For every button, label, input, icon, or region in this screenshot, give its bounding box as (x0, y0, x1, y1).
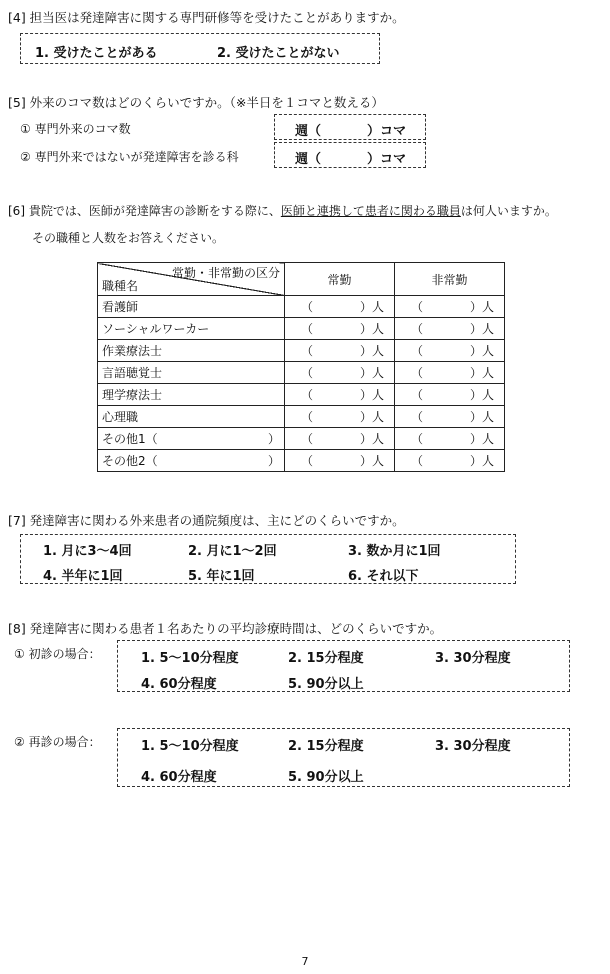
paren-close: ） (469, 344, 482, 358)
q8-revisit-option-2[interactable]: 2. 15分程度 (288, 739, 364, 754)
count-parttime-cell[interactable] (395, 318, 505, 340)
count-parttime-cell[interactable] (395, 406, 505, 428)
q8-revisit-options-box (117, 728, 570, 787)
count-fulltime-cell[interactable] (285, 362, 395, 384)
q5-item-2-field[interactable] (274, 142, 426, 168)
unit-label: 人 (481, 300, 494, 314)
count-parttime-cell[interactable] (395, 450, 505, 472)
table-row (98, 362, 505, 384)
unit-label: 人 (371, 388, 384, 402)
staff-type-cell[interactable] (98, 428, 285, 450)
paren-open: （ (301, 454, 314, 468)
paren-close: ） (469, 366, 482, 380)
paren-close-unit (360, 430, 384, 447)
paren-close-unit (470, 430, 494, 447)
q7-option-2[interactable]: 2. 月に1～2回 (188, 544, 277, 559)
page-number: 7 (301, 955, 309, 968)
q8-first-option-4[interactable]: 4. 60分程度 (141, 677, 217, 692)
paren-close-unit (360, 298, 384, 315)
paren-open: （ (301, 388, 314, 402)
paren-close-unit (470, 320, 494, 337)
q6-question-line2: その職種と人数をお答えください。 (32, 231, 225, 245)
staff-type-label: ソーシャルワーカー (102, 322, 210, 336)
q8-question: [8] 発達障害に関わる患者１名あたりの平均診療時間は、どのくらいですか。 (8, 621, 443, 636)
unit-label: 人 (371, 432, 384, 446)
table-row (98, 384, 505, 406)
q6-question-underline: 医師と連携して患者に関わる職員 (280, 204, 461, 218)
col-parttime: 非常勤 (395, 263, 505, 296)
count-fulltime-cell[interactable] (285, 406, 395, 428)
staff-type-paren-close: ） (267, 432, 280, 446)
paren-close: ） (469, 432, 482, 446)
diag-top-label: 常勤・非常勤の区分 (171, 266, 280, 280)
unit-label: 人 (481, 344, 494, 358)
q4-question: [4] 担当医は発達障害に関する専門研修等を受けたことがありますか。 (8, 10, 405, 25)
q8-first-option-2[interactable]: 2. 15分程度 (288, 651, 364, 666)
q8-first-option-5[interactable]: 5. 90分以上 (288, 677, 364, 692)
q8-first-label: ① 初診の場合： (14, 647, 101, 661)
q7-options-box (20, 534, 516, 584)
count-fulltime-cell[interactable] (285, 318, 395, 340)
paren-close-unit (360, 452, 384, 469)
staff-type-cell (98, 340, 285, 362)
paren-close-unit (360, 364, 384, 381)
count-fulltime-cell[interactable] (285, 384, 395, 406)
staff-type-paren-close: ） (267, 454, 280, 468)
unit-label: 人 (481, 432, 494, 446)
q6-question (8, 202, 557, 219)
q5-item-1-field[interactable] (274, 114, 426, 140)
q4-options-box (20, 33, 380, 64)
q4-option-1[interactable]: 1. 受けたことがある (35, 46, 158, 61)
table-row (98, 318, 505, 340)
table-row (98, 450, 505, 472)
unit-label: 人 (481, 322, 494, 336)
paren-open: （ (301, 366, 314, 380)
staff-type-cell (98, 384, 285, 406)
q8-revisit-option-5[interactable]: 5. 90分以上 (288, 770, 364, 785)
paren-close-unit (470, 298, 494, 315)
paren-open: （ (411, 388, 424, 402)
q8-revisit-label: ② 再診の場合： (14, 735, 101, 749)
unit-label: 人 (371, 454, 384, 468)
paren-close-unit (360, 342, 384, 359)
q6-question-post: は何人いますか。 (460, 204, 557, 218)
paren-open: （ (301, 410, 314, 424)
paren-close-unit (470, 452, 494, 469)
staff-type-cell (98, 296, 285, 318)
table-header-diagonal (98, 263, 285, 296)
q7-option-3[interactable]: 3. 数か月に1回 (348, 544, 441, 559)
col-fulltime: 常勤 (285, 263, 395, 296)
count-parttime-cell[interactable] (395, 362, 505, 384)
paren-open: （ (301, 322, 314, 336)
q7-option-6[interactable]: 6. それ以下 (348, 569, 419, 584)
paren-close-unit (470, 342, 494, 359)
paren-close: ） (469, 300, 482, 314)
staff-type-label: その他2（ (102, 454, 158, 468)
paren-close-unit (470, 408, 494, 425)
q8-first-options-box (117, 640, 570, 692)
count-parttime-cell[interactable] (395, 296, 505, 318)
unit-label: 人 (481, 388, 494, 402)
q8-first-option-1[interactable]: 1. 5～10分程度 (141, 651, 239, 666)
unit-label: 人 (481, 366, 494, 380)
staff-type-cell[interactable] (98, 450, 285, 472)
count-parttime-cell[interactable] (395, 428, 505, 450)
paren-close: ） (469, 454, 482, 468)
q5-item-1-suffix: ）コマ (367, 124, 407, 139)
paren-open: （ (411, 410, 424, 424)
q5-question: [5] 外来のコマ数はどのくらいですか。（※半日を１コマと数える） (8, 95, 384, 110)
staff-type-label: 心理職 (102, 410, 139, 424)
staff-type-label: 言語聴覚士 (102, 366, 163, 380)
q8-revisit-option-3[interactable]: 3. 30分程度 (435, 739, 511, 754)
paren-close-unit (360, 386, 384, 403)
staff-type-label: 作業療法士 (102, 344, 163, 358)
unit-label: 人 (371, 300, 384, 314)
diag-bottom-label: 職種名 (102, 279, 139, 293)
table-row (98, 296, 505, 318)
count-fulltime-cell[interactable] (285, 296, 395, 318)
staff-type-cell (98, 362, 285, 384)
q7-option-5[interactable]: 5. 年に1回 (188, 569, 255, 584)
paren-open: （ (411, 344, 424, 358)
paren-close: ） (469, 388, 482, 402)
q5-item-2-label: ② 専門外来ではないが発達障害を診る科 (20, 150, 239, 164)
unit-label: 人 (481, 410, 494, 424)
paren-open: （ (411, 366, 424, 380)
paren-close-unit (360, 320, 384, 337)
unit-label: 人 (481, 454, 494, 468)
q7-option-4[interactable]: 4. 半年に1回 (43, 569, 123, 584)
count-parttime-cell[interactable] (395, 340, 505, 362)
count-fulltime-cell[interactable] (285, 450, 395, 472)
paren-close: ） (359, 410, 372, 424)
paren-open: （ (411, 300, 424, 314)
count-parttime-cell[interactable] (395, 384, 505, 406)
paren-close: ） (469, 410, 482, 424)
table-row (98, 428, 505, 450)
paren-close: ） (359, 344, 372, 358)
paren-close: ） (359, 300, 372, 314)
q7-option-1[interactable]: 1. 月に3～4回 (43, 544, 132, 559)
paren-open: （ (301, 300, 314, 314)
paren-close: ） (359, 432, 372, 446)
q8-first-option-3[interactable]: 3. 30分程度 (435, 651, 511, 666)
staff-type-cell (98, 406, 285, 428)
unit-label: 人 (371, 322, 384, 336)
paren-close: ） (359, 454, 372, 468)
paren-open: （ (411, 322, 424, 336)
q4-option-2[interactable]: 2. 受けたことがない (217, 46, 340, 61)
q8-revisit-option-1[interactable]: 1. 5～10分程度 (141, 739, 239, 754)
paren-open: （ (411, 454, 424, 468)
staff-type-label: 看護師 (102, 300, 139, 314)
paren-close: ） (359, 388, 372, 402)
staff-type-cell (98, 318, 285, 340)
q6-question-pre: [6] 貴院では、医師が発達障害の診断をする際に、 (8, 204, 281, 218)
paren-close: ） (359, 366, 372, 380)
count-fulltime-cell[interactable] (285, 340, 395, 362)
paren-close: ） (359, 322, 372, 336)
q8-revisit-option-4[interactable]: 4. 60分程度 (141, 770, 217, 785)
staff-type-label: その他1（ (102, 432, 158, 446)
q5-item-1-prefix: 週（ (295, 124, 322, 139)
paren-open: （ (301, 432, 314, 446)
count-fulltime-cell[interactable] (285, 428, 395, 450)
unit-label: 人 (371, 344, 384, 358)
q5-item-2-prefix: 週（ (295, 152, 322, 167)
paren-close-unit (470, 364, 494, 381)
q5-item-2-suffix: ）コマ (367, 152, 407, 167)
paren-close-unit (470, 386, 494, 403)
table-row (98, 340, 505, 362)
paren-open: （ (301, 344, 314, 358)
staff-table (97, 262, 505, 472)
paren-close: ） (469, 322, 482, 336)
unit-label: 人 (371, 410, 384, 424)
paren-close-unit (360, 408, 384, 425)
table-row (98, 406, 505, 428)
staff-type-label: 理学療法士 (102, 388, 163, 402)
unit-label: 人 (371, 366, 384, 380)
q7-question: [7] 発達障害に関わる外来患者の通院頻度は、主にどのくらいですか。 (8, 513, 405, 528)
q5-item-1-label: ① 専門外来のコマ数 (20, 122, 131, 136)
paren-open: （ (411, 432, 424, 446)
